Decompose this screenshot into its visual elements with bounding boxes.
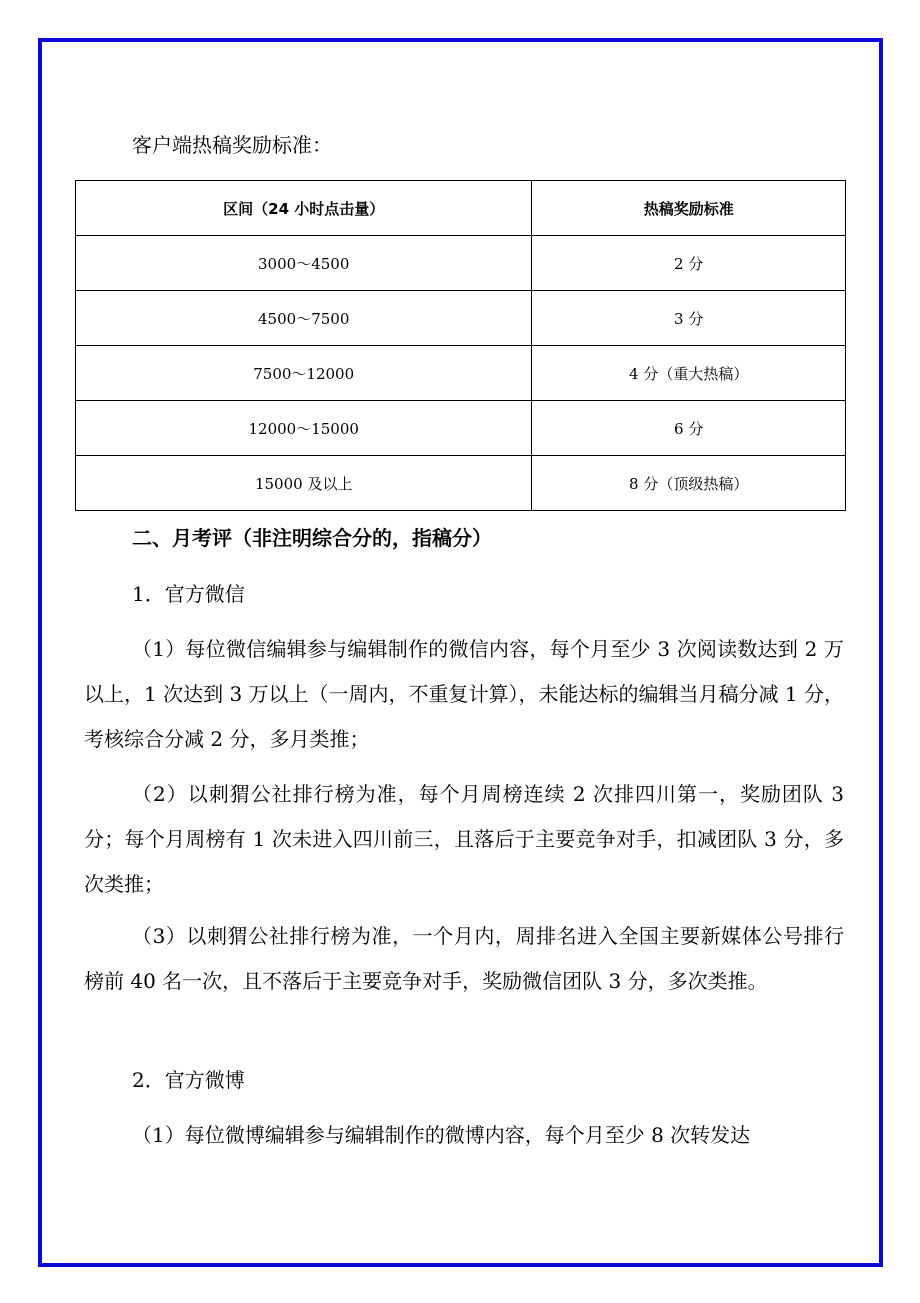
range-cell: 15000 及以上 xyxy=(76,456,532,511)
paragraph-wechat-2: （2）以刺猬公社排行榜为准，每个月周榜连续 2 次排四川第一，奖励团队 3 分；每个月周榜有 1 次未进入四川前三，且落后于主要竞争对手，扣减团队 3 分，多次类推； xyxy=(84,782,844,896)
paragraph-wechat-3: （3）以刺猬公社排行榜为准，一个月内，周排名进入全国主要新媒体公号排行榜前 40 名一次，且不落后于主要竞争对手，奖励微信团队 3 分，多次类推。 xyxy=(84,924,844,993)
hot-article-reward-table xyxy=(75,180,846,511)
table-header-row xyxy=(76,181,846,236)
column-header-range: 区间（24 小时点击量） xyxy=(76,181,532,236)
intro-text: 客户端热稿奖励标准： xyxy=(132,133,332,157)
reward-cell: 8 分（顶级热稿） xyxy=(532,456,846,511)
item-heading-weibo: 2．官方微博 xyxy=(132,1068,245,1092)
range-cell: 12000～15000 xyxy=(76,401,532,456)
table-row xyxy=(76,401,846,456)
table-row xyxy=(76,291,846,346)
column-header-reward: 热稿奖励标准 xyxy=(532,181,846,236)
reward-cell: 4 分（重大热稿） xyxy=(532,346,846,401)
range-cell: 4500～7500 xyxy=(76,291,532,346)
reward-cell: 2 分 xyxy=(532,236,846,291)
range-cell: 7500～12000 xyxy=(76,346,532,401)
paragraph-wechat-1: （1）每位微信编辑参与编辑制作的微信内容，每个月至少 3 次阅读数达到 2 万以上，1 次达到 3 万以上（一周内，不重复计算），未能达标的编辑当月稿分减 1 分，考核综合分减 2 分，多月类推； xyxy=(84,637,844,751)
reward-cell: 6 分 xyxy=(532,401,846,456)
table-row xyxy=(76,236,846,291)
table-row xyxy=(76,456,846,511)
paragraph-weibo-1: （1）每位微博编辑参与编辑制作的微博内容，每个月至少 8 次转发达 xyxy=(132,1123,751,1147)
item-heading-wechat: 1．官方微信 xyxy=(132,582,245,606)
section-heading-monthly-evaluation: 二、月考评（非注明综合分的，指稿分） xyxy=(132,526,492,550)
reward-cell: 3 分 xyxy=(532,291,846,346)
table-row xyxy=(76,346,846,401)
range-cell: 3000～4500 xyxy=(76,236,532,291)
